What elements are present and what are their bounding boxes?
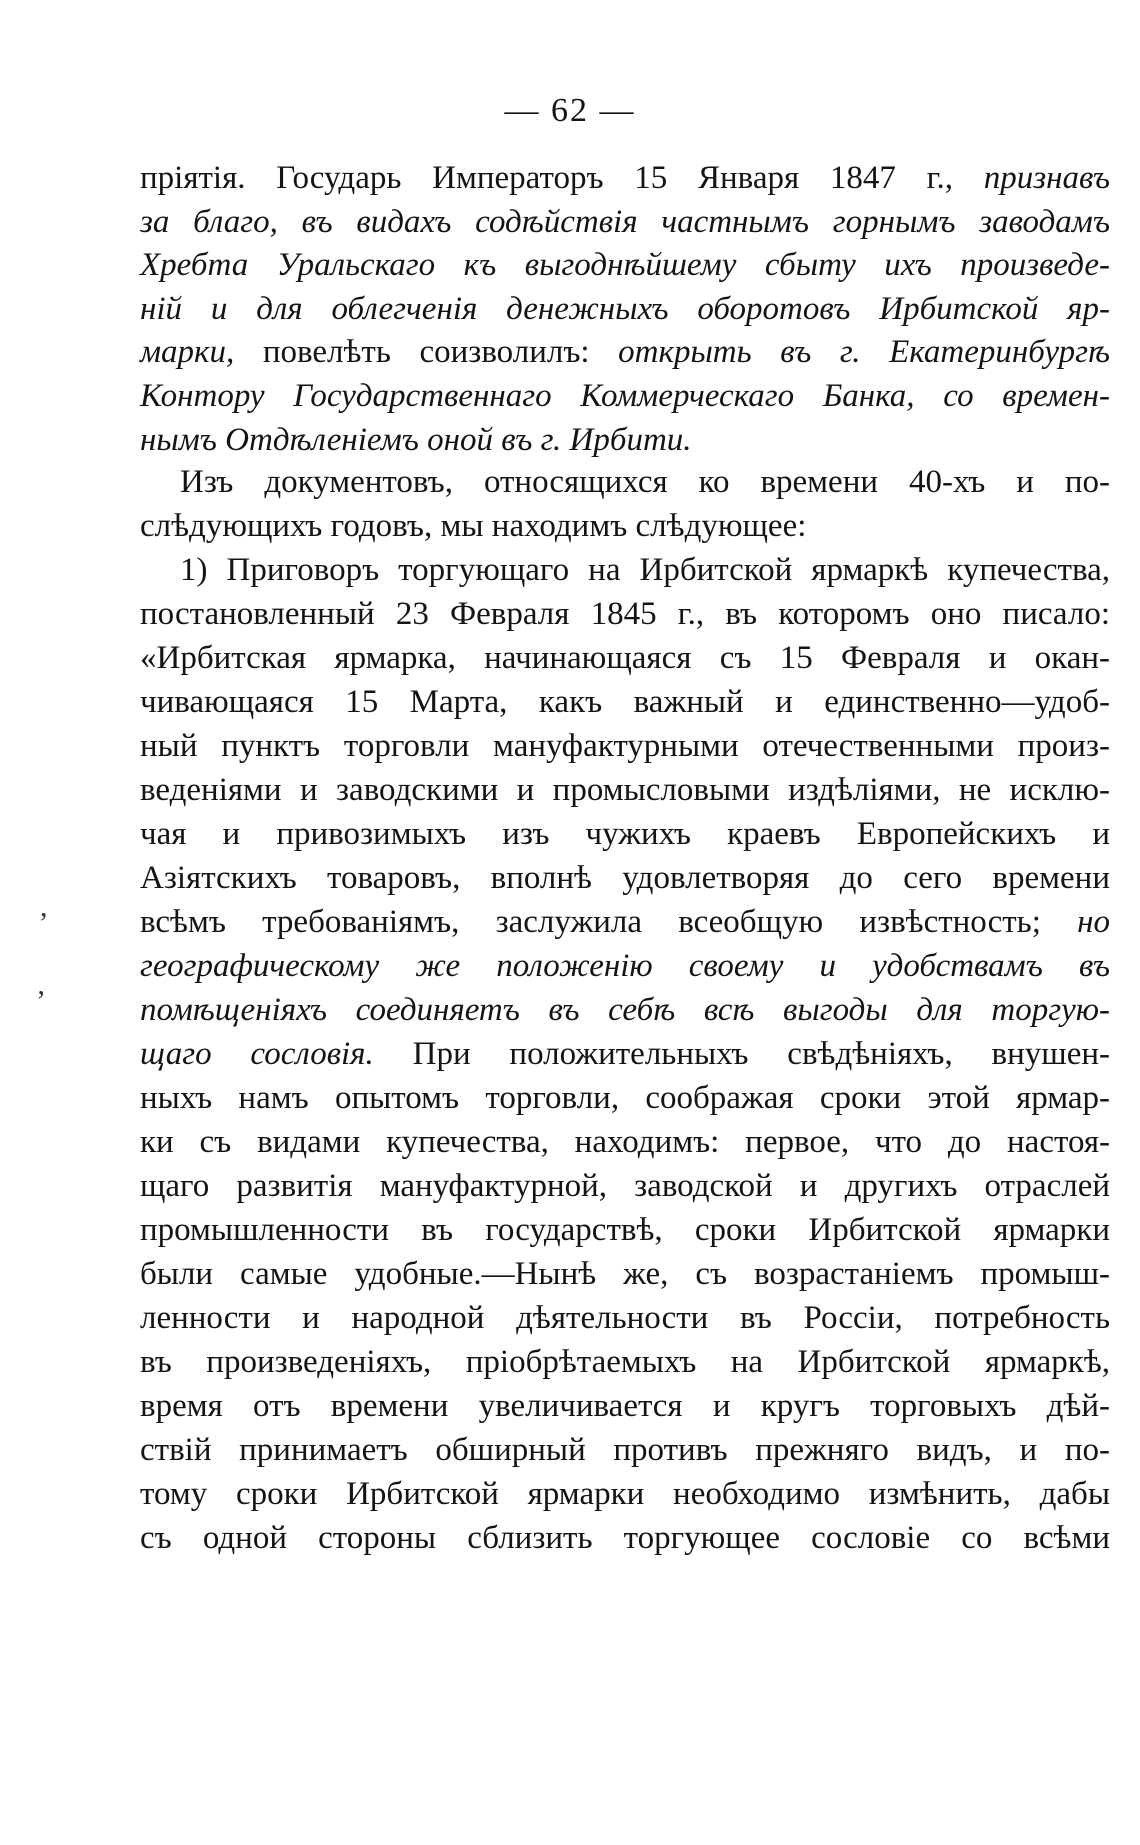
text-line [140,858,1110,898]
text-segment: тому сроки Ирбитской ярмарки необходимо измѣнить, дабы [140,1476,1110,1512]
text-segment: Изъ документовъ, относящихся ко времени 40-хъ и по- [180,464,1110,500]
text-line [140,946,1110,986]
text-line [180,462,1110,502]
italic-text: географическому же положенію своему и удобствамъ въ [140,948,1110,984]
italic-text: Контору Государственнаго Коммерческаго Банка, со времен- [140,378,1110,414]
text-segment: Азіятскихъ товаровъ, вполнѣ удовлетворяя до сего времени [140,860,1110,896]
text-line [140,1430,1110,1470]
margin-mark: ‚ [36,968,46,1001]
text-line [140,158,1110,198]
text-line [180,550,1110,590]
text-line [140,990,1110,1030]
text-segment: При положительныхъ свѣдѣніяхъ, внушен- [412,1036,1110,1072]
text-segment: ствій принимаетъ обширный противъ прежняго видъ, и по- [140,1432,1110,1468]
text-segment: 15 Января 1847 г., [634,160,984,196]
text-line [140,726,1110,766]
text-line [140,1518,1110,1558]
text-segment: щаго развитія мануфактурной, заводской и другихъ отраслей [140,1168,1110,1204]
text-line [140,682,1110,722]
text-segment: промышленности въ государствѣ, сроки Ирбитской ярмарки [140,1212,1110,1248]
margin-mark: , [40,890,48,923]
text-segment: постановленный 23 Февраля 1845 г., въ которомъ оно писало: [140,596,1110,632]
text-line [140,1034,1110,1074]
text-line [140,245,1110,285]
italic-text: ній и для облегченія денежныхъ оборотовъ Ирбитской яр- [140,291,1110,327]
text-segment: 1) Приговоръ торгующаго на Ирбитской ярмаркѣ купечества, [180,552,1110,588]
text-line [140,902,1110,942]
italic-text: марки, [140,334,263,370]
text-line [140,202,1110,242]
text-segment: пріятія. Государь Императоръ [140,160,635,196]
text-line [140,332,1110,372]
italic-text: помѣщеніяхъ соединяетъ въ себѣ всѣ выгоды для торгую- [140,992,1110,1028]
text-segment: были самые удобные.—Нынѣ же, съ возрастаніемъ промыш- [140,1256,1110,1292]
page-number: — 62 — [504,92,636,129]
text-line [140,506,1110,546]
text-line [140,1122,1110,1162]
italic-text: щаго сословія. [140,1036,413,1072]
text-line [140,814,1110,854]
italic-text: открыть въ г. Екатеринбургѣ [618,334,1110,370]
text-line [140,289,1110,329]
text-segment: всѣмъ требованіямъ, заслужила всеобщую извѣстность; [140,904,1078,940]
text-segment: съ одной стороны сблизить торгующее сословіе со всѣми [140,1520,1110,1556]
italic-text: но [1077,904,1110,940]
italic-text: за благо, въ видахъ содѣйствія частнымъ горнымъ заводамъ [140,204,1110,240]
text-line [140,376,1110,416]
text-line [140,638,1110,678]
text-line [140,1386,1110,1426]
text-segment: ный пунктъ торговли мануфактурными отечественными произ- [140,728,1110,764]
text-segment: слѣдующихъ годовъ, мы находимъ слѣдующее: [140,508,807,544]
text-line [140,770,1110,810]
text-segment: «Ирбитская ярмарка, начинающаяся съ 15 Февраля и окан- [140,640,1110,676]
text-segment: ныхъ намъ опытомъ торговли, соображая сроки этой ярмар- [140,1080,1110,1116]
text-segment: повелѣть соизволилъ: [262,334,619,370]
text-segment: чая и привозимыхъ изъ чужихъ краевъ Европейскихъ и [140,816,1110,852]
text-line [140,1078,1110,1118]
text-segment: въ произведеніяхъ, пріобрѣтаемыхъ на Ирбитской ярмаркѣ, [140,1344,1110,1380]
text-segment: веденіями и заводскими и промысловыми издѣліями, не исклю- [140,772,1110,808]
italic-text: нымъ Отдѣленіемъ оной въ г. Ирбити. [140,422,692,458]
text-line [140,1254,1110,1294]
text-line [140,1474,1110,1514]
text-line [140,1342,1110,1382]
text-line [140,594,1110,634]
text-line [140,1166,1110,1206]
text-segment: ленности и народной дѣятельности въ Россіи, потребность [140,1300,1110,1336]
text-segment: время отъ времени увеличивается и кругъ торговыхъ дѣй- [140,1388,1110,1424]
text-segment: ки съ видами купечества, находимъ: первое, что до настоя- [140,1124,1110,1160]
text-line [140,1298,1110,1338]
text-line [140,420,1110,460]
italic-text: Хребта Уральскаго къ выгоднѣйшему сбыту ихъ произведе- [140,247,1110,283]
text-line [140,1210,1110,1250]
text-segment: чивающаяся 15 Марта, какъ важный и единственно—удоб- [140,684,1110,720]
italic-text: признавъ [983,160,1110,196]
